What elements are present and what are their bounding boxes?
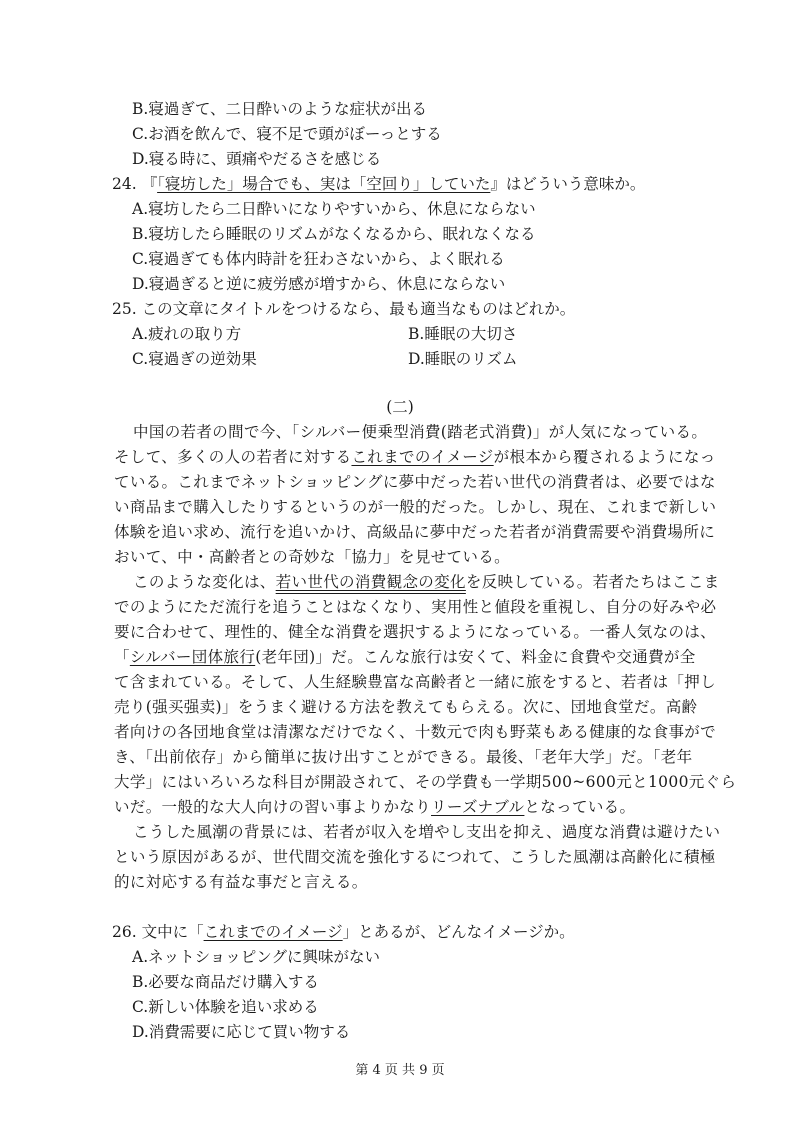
passage-text: 「 — [114, 648, 130, 666]
passage-line: き、「出前依存」から簡単に抜け出すことができる。最後、「老年大学」だ。「老年 — [114, 748, 693, 766]
q24-option-b: B.寝坊したら睡眠のリズムがなくなるから、眠れなくなる — [132, 225, 536, 243]
q25-option-b: B.睡眠の大切さ — [408, 325, 518, 343]
passage-text: このような変化は、 — [133, 573, 276, 591]
q24-number: 24. — [112, 175, 137, 193]
passage-line: という原因があるが、世代間交流を強化するにつれて、こうした風潮は高齢化に積極 — [114, 848, 716, 866]
q23-option-b: B.寝過ぎて、二日酔いのような症状が出る — [132, 100, 428, 118]
passage-line: て含まれている。そして、人生経験豊富な高齢者と一緒に旅をすると、若者は「押し — [114, 673, 716, 691]
q26-quoted-phrase: これまでのイメージ — [203, 923, 343, 941]
q25-stem: 25. この文章にタイトルをつけるなら、最も適当なものはどれか。 — [112, 300, 576, 318]
q24-option-a: A.寝坊したら二日酔いになりやすいから、休息にならない — [132, 200, 536, 218]
passage-line: でのようにただ流行を追うことはなくなり、実用性と値段を重視し、自分の好みや必 — [114, 598, 717, 616]
passage-line: 者向けの各団地食堂は清潔なだけでなく、十数元で肉も野菜もある健康的な食事がで — [114, 723, 716, 741]
q26-prefix: 26. 文中に「 — [112, 923, 204, 941]
q24-stem — [112, 173, 645, 195]
passage-line: 中国の若者の間で今、「シルバー便乗型消費(踏老式消費)」が人気になっている。 — [133, 423, 708, 441]
passage-line — [114, 796, 635, 818]
q26-option-d: D.消費需要に応じて買い物する — [132, 1023, 351, 1041]
q24-option-d: D.寝過ぎると逆に疲労感が増すから、休息にならない — [132, 275, 506, 293]
q26-stem — [112, 921, 575, 943]
q26-option-b: B.必要な商品だけ購入する — [132, 973, 319, 991]
q26-option-c: C.新しい体験を追い求める — [132, 998, 319, 1016]
passage-text: いだ。一般的な大人向けの習い事よりかなり — [114, 798, 432, 816]
passage-text: そして、多くの人の若者に対する — [114, 448, 352, 466]
passage-line: こうした風潮の背景には、若者が収入を増やし支出を抑え、過度な消費は避けたい — [133, 823, 721, 841]
q24-option-c: C.寝過ぎても体内時計を狂わさないから、よく眠れる — [132, 250, 505, 268]
passage-text: を反映している。若者たちはここま — [465, 573, 720, 591]
underlined-phrase-change: 若い世代の消費観念の変化 — [275, 573, 466, 591]
q24-quote-open: 『 — [141, 175, 158, 193]
section-title: (二) — [386, 398, 414, 416]
passage-line: い商品まで購入したりするというのが一般的だった。しかし、現在、これまで新しい — [114, 498, 717, 516]
q23-option-d: D.寝る時に、頭痛やだるさを感じる — [132, 150, 382, 168]
passage-text: が根本から覆されるようになっ — [493, 448, 716, 466]
q25-option-a: A.疲れの取り方 — [132, 325, 242, 343]
underlined-phrase-reasonable: リーズナブル — [431, 798, 525, 816]
q26-suffix: 」とあるが、どんなイメージか。 — [342, 923, 575, 941]
passage-line: 要に合わせて、理性的、健全な消費を選択するようになっている。一番人気なのは、 — [114, 623, 716, 641]
q26-option-a: A.ネットショッピングに興味がない — [132, 948, 381, 966]
passage-line: 売り(强买强卖)」をうまく避ける方法を教えてもらえる。次に、団地食堂だ。高齢 — [114, 698, 698, 716]
q23-option-c: C.お酒を飲んで、寝不足で頭がぼーっとする — [132, 125, 442, 143]
passage-line: おいて、中・高齢者との奇妙な「協力」を見せている。 — [114, 548, 510, 566]
passage-line — [114, 446, 716, 468]
passage-line: 体験を追い求め、流行を追いかけ、高級品に夢中だった若者が消費需要や消費場所に — [114, 523, 716, 541]
passage-line: ている。これまでネットショッピングに夢中だった若い世代の消費者は、必要ではな — [114, 473, 716, 491]
passage-line — [114, 646, 696, 668]
q25-option-d: D.睡眠のリズム — [408, 350, 518, 368]
q24-suffix: はどういう意味か。 — [505, 175, 646, 193]
passage-text: (老年団)」だ。こんな旅行は安くて、料金に食費や交通費が全 — [255, 648, 696, 666]
passage-line: 的に対応する有益な事だと言える。 — [114, 873, 368, 891]
q24-quote-close: 』 — [490, 175, 506, 193]
page-footer: 第 4 页 共 9 页 — [355, 1063, 445, 1078]
q25-option-c: C.寝過ぎの逆効果 — [132, 350, 257, 368]
passage-text: となっている。 — [524, 798, 636, 816]
passage-line — [133, 571, 719, 593]
q24-quoted-phrase: 「寝坊した」場合でも、実は「空回り」していた — [157, 175, 491, 193]
underlined-phrase-tour: シルバー団体旅行 — [129, 648, 256, 666]
passage-line: 大学」にはいろいろな科目が開設されて、その学費も一学期500~600元と1000元ぐら — [114, 773, 737, 791]
underlined-phrase-image: これまでのイメージ — [351, 448, 494, 466]
